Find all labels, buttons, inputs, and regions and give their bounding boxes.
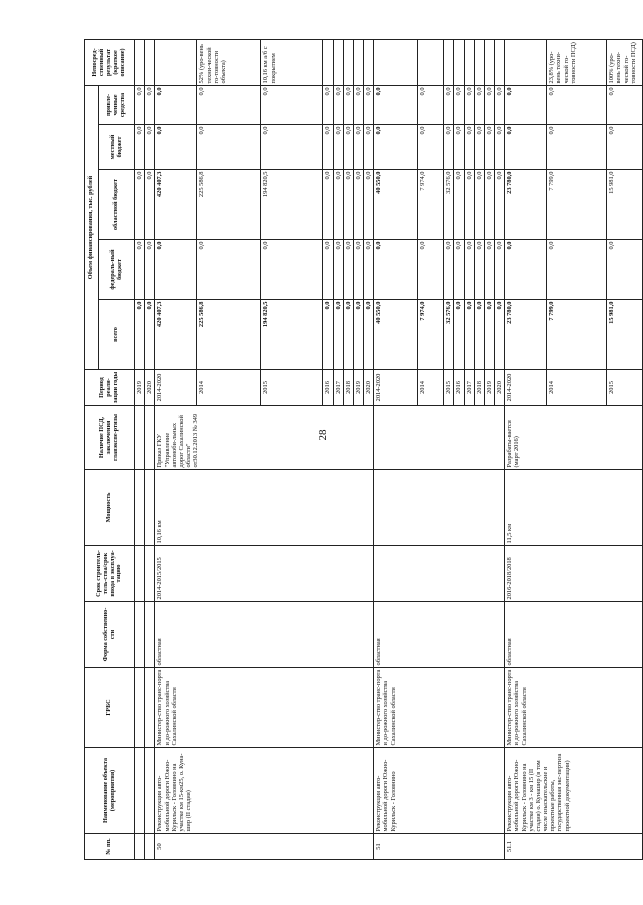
local-cell: 0,0 [197, 125, 261, 170]
federal-cell: 0,0 [197, 240, 261, 300]
regional-cell: 7 799,0 [547, 170, 607, 240]
object-psd: Приказ ГКУ "Управление автомоби-льных дорог Сахалинской области" от30.12.2013 № 349 [155, 406, 374, 470]
result-cell [484, 39, 494, 85]
period-cell: 2014 [418, 370, 444, 406]
federal-cell: 0,0 [353, 240, 363, 300]
empty-cell [145, 546, 155, 602]
result-cell [343, 39, 353, 85]
total-cell: 0,0 [464, 300, 474, 370]
attracted-cell: 0,0 [505, 85, 547, 124]
local-cell: 0,0 [343, 125, 353, 170]
total-cell: 40 550,0 [374, 300, 418, 370]
local-cell: 0,0 [505, 125, 547, 170]
result-cell [474, 39, 484, 85]
federal-cell: 0,0 [607, 240, 643, 300]
total-cell: 0,0 [343, 300, 353, 370]
regional-cell: 0,0 [323, 170, 333, 240]
federal-cell: 0,0 [454, 240, 464, 300]
table-row [155, 39, 197, 859]
attracted-cell: 0,0 [418, 85, 444, 124]
regional-cell: 420 407,3 [155, 170, 197, 240]
empty-cell [145, 406, 155, 470]
object-term: 2014-2015/2015 [155, 546, 374, 602]
result-cell [464, 39, 474, 85]
total-cell: 7 974,0 [418, 300, 444, 370]
attracted-cell: 0,0 [464, 85, 474, 124]
total-cell: 225 586,8 [197, 300, 261, 370]
result-cell [353, 39, 363, 85]
local-cell: 0,0 [444, 125, 454, 170]
regional-cell: 23 780,0 [505, 170, 547, 240]
table-row [135, 39, 145, 859]
empty-cell [135, 470, 145, 546]
federal-cell: 0,0 [155, 240, 197, 300]
attracted-cell: 0,0 [495, 85, 505, 124]
object-name: Реконструкция авто-мобильной дороги Южно-Курильск - Головнино на участке км 15-км25, о. Куна-шир (II стадия) [155, 748, 374, 834]
result-cell [145, 39, 155, 85]
total-cell: 32 576,0 [444, 300, 454, 370]
attracted-cell: 0,0 [261, 85, 323, 124]
result-cell [418, 39, 444, 85]
table-body [135, 39, 643, 859]
header-psd: Наличие ПСД, заключения главэкспе-ртизы [85, 406, 135, 470]
header-total: всего [99, 300, 135, 370]
total-cell: 0,0 [364, 300, 374, 370]
object-grbs: Министер-ство транс-порта и до-рожного хозяйства Сахалинской области [505, 668, 643, 748]
object-number: 51.1 [505, 834, 643, 860]
period-cell: 2014 [197, 370, 261, 406]
object-psd [374, 406, 505, 470]
result-cell [454, 39, 464, 85]
regional-cell: 0,0 [343, 170, 353, 240]
empty-cell [145, 834, 155, 860]
total-cell: 0,0 [454, 300, 464, 370]
result-cell [364, 39, 374, 85]
local-cell: 0,0 [323, 125, 333, 170]
empty-cell [135, 602, 145, 668]
regional-cell: 194 820,5 [261, 170, 323, 240]
object-name: Реконструкция авто-мобильной дороги Южно-Курильск - Головнино [374, 748, 505, 834]
result-cell: 23,8% (уро-вень техни-ческой го-товности ПСД) [547, 39, 607, 85]
period-cell: 2020 [495, 370, 505, 406]
financing-table [84, 39, 643, 860]
result-cell [495, 39, 505, 85]
federal-cell: 0,0 [323, 240, 333, 300]
attracted-cell: 0,0 [135, 85, 145, 124]
attracted-cell: 0,0 [474, 85, 484, 124]
local-cell: 0,0 [261, 125, 323, 170]
period-cell: 2014 [547, 370, 607, 406]
result-cell [323, 39, 333, 85]
attracted-cell: 0,0 [145, 85, 155, 124]
local-cell: 0,0 [135, 125, 145, 170]
object-number: 50 [155, 834, 374, 860]
period-cell: 2018 [474, 370, 484, 406]
regional-cell: 32 576,0 [444, 170, 454, 240]
header-name: Наименование объекта (мероприятия) [85, 748, 135, 834]
federal-cell: 0,0 [145, 240, 155, 300]
regional-cell: 7 974,0 [418, 170, 444, 240]
result-cell [374, 39, 418, 85]
federal-cell: 0,0 [418, 240, 444, 300]
local-cell: 0,0 [353, 125, 363, 170]
attracted-cell: 0,0 [364, 85, 374, 124]
attracted-cell: 0,0 [547, 85, 607, 124]
attracted-cell: 0,0 [197, 85, 261, 124]
object-ownership: областная [374, 602, 505, 668]
federal-cell: 0,0 [343, 240, 353, 300]
period-cell: 2015 [261, 370, 323, 406]
result-cell [444, 39, 454, 85]
federal-cell: 0,0 [474, 240, 484, 300]
regional-cell: 0,0 [145, 170, 155, 240]
empty-cell [135, 406, 145, 470]
federal-cell: 0,0 [505, 240, 547, 300]
local-cell: 0,0 [607, 125, 643, 170]
regional-cell: 40 550,0 [374, 170, 418, 240]
result-cell [135, 39, 145, 85]
local-cell: 0,0 [364, 125, 374, 170]
empty-cell [135, 546, 145, 602]
total-cell: 7 799,0 [547, 300, 607, 370]
object-grbs: Министер-ство транс-порта и до-рожного хозяйства Сахалинской области [374, 668, 505, 748]
regional-cell: 15 981,0 [607, 170, 643, 240]
local-cell: 0,0 [145, 125, 155, 170]
local-cell: 0,0 [155, 125, 197, 170]
period-cell: 2016 [323, 370, 333, 406]
regional-cell: 225 586,8 [197, 170, 261, 240]
page-number: 28 [317, 429, 329, 441]
total-cell: 0,0 [333, 300, 343, 370]
empty-cell [135, 668, 145, 748]
period-cell: 2015 [444, 370, 454, 406]
total-cell: 0,0 [474, 300, 484, 370]
object-term [374, 546, 505, 602]
attracted-cell: 0,0 [323, 85, 333, 124]
regional-cell: 0,0 [364, 170, 374, 240]
object-ownership: областная [505, 602, 643, 668]
federal-cell: 0,0 [374, 240, 418, 300]
header-regional: областной бюджет [99, 170, 135, 240]
regional-cell: 0,0 [495, 170, 505, 240]
period-cell: 2019 [484, 370, 494, 406]
federal-cell: 0,0 [364, 240, 374, 300]
table-row [505, 39, 547, 859]
header-federal: федераль-ный бюджет [99, 240, 135, 300]
object-grbs: Министер-ство транс-порта и до-рожного хозяйства Сахалинской области [155, 668, 374, 748]
federal-cell: 0,0 [547, 240, 607, 300]
period-cell: 2016 [454, 370, 464, 406]
federal-cell: 0,0 [464, 240, 474, 300]
total-cell: 0,0 [323, 300, 333, 370]
local-cell: 0,0 [484, 125, 494, 170]
federal-cell: 0,0 [333, 240, 343, 300]
object-capacity [374, 470, 505, 546]
result-cell: 52% (уро-вень техни-ческой го-товности объекта) [197, 39, 261, 85]
object-capacity: 11,5 км [505, 470, 643, 546]
result-cell: 10,16 км а/б с покрытием [261, 39, 323, 85]
header-term: Срок строитель-тель-ства/срок ввода в эксплуа-тацию [85, 546, 135, 602]
total-cell: 23 780,0 [505, 300, 547, 370]
header-ownership: Форма собственно-сти [85, 602, 135, 668]
attracted-cell: 0,0 [374, 85, 418, 124]
period-cell: 2017 [333, 370, 343, 406]
regional-cell: 0,0 [135, 170, 145, 240]
total-cell: 420 407,3 [155, 300, 197, 370]
local-cell: 0,0 [547, 125, 607, 170]
period-cell: 2018 [343, 370, 353, 406]
local-cell: 0,0 [464, 125, 474, 170]
local-cell: 0,0 [374, 125, 418, 170]
empty-cell [145, 668, 155, 748]
total-cell: 0,0 [484, 300, 494, 370]
local-cell: 0,0 [333, 125, 343, 170]
rotated-page [84, 40, 637, 860]
object-psd: Разрабаты-вается (март 2016) [505, 406, 643, 470]
period-cell: 2020 [145, 370, 155, 406]
object-ownership: областная [155, 602, 374, 668]
header-capacity: Мощность [85, 470, 135, 546]
regional-cell: 0,0 [484, 170, 494, 240]
result-cell: 100% (уро-вень техни-ческой го-товности ПСД) [607, 39, 643, 85]
period-cell: 2014-2020 [155, 370, 197, 406]
result-cell [333, 39, 343, 85]
table-row [145, 39, 155, 859]
header-no: № пп. [85, 834, 135, 860]
empty-cell [135, 748, 145, 834]
empty-cell [145, 470, 155, 546]
local-cell: 0,0 [454, 125, 464, 170]
attracted-cell: 0,0 [343, 85, 353, 124]
attracted-cell: 0,0 [454, 85, 464, 124]
total-cell: 15 981,0 [607, 300, 643, 370]
header-grbs: ГРБС [85, 668, 135, 748]
attracted-cell: 0,0 [607, 85, 643, 124]
object-name: Реконструкция авто-мобильной дороги Южно-Курильск - Головнино на участке км 3 - км 15 (II стадия) о. Кунашир (в том числе изыскательские и проектные работы, государственная экс-пертиза проектной документации) [505, 748, 643, 834]
local-cell: 0,0 [474, 125, 484, 170]
regional-cell: 0,0 [454, 170, 464, 240]
object-capacity: 10,16 км [155, 470, 374, 546]
period-cell: 2014-2020 [374, 370, 418, 406]
regional-cell: 0,0 [353, 170, 363, 240]
period-cell: 2019 [353, 370, 363, 406]
empty-cell [145, 748, 155, 834]
header-attracted: привле-ченные средства [99, 85, 135, 124]
federal-cell: 0,0 [261, 240, 323, 300]
header-result: Непосред-ственный результат (краткое описание) [85, 39, 135, 85]
regional-cell: 0,0 [333, 170, 343, 240]
period-cell: 2015 [607, 370, 643, 406]
regional-cell: 0,0 [464, 170, 474, 240]
attracted-cell: 0,0 [155, 85, 197, 124]
header-period: Период реали-зации годы [85, 370, 135, 406]
empty-cell [135, 834, 145, 860]
table-row [374, 39, 418, 859]
federal-cell: 0,0 [135, 240, 145, 300]
total-cell: 0,0 [135, 300, 145, 370]
period-cell: 2019 [135, 370, 145, 406]
regional-cell: 0,0 [474, 170, 484, 240]
local-cell: 0,0 [418, 125, 444, 170]
result-cell [505, 39, 547, 85]
federal-cell: 0,0 [495, 240, 505, 300]
header-funding: Объем финансирования, тыс. рублей [85, 85, 99, 369]
local-cell: 0,0 [495, 125, 505, 170]
total-cell: 0,0 [353, 300, 363, 370]
attracted-cell: 0,0 [353, 85, 363, 124]
attracted-cell: 0,0 [484, 85, 494, 124]
result-cell [155, 39, 197, 85]
total-cell: 194 820,5 [261, 300, 323, 370]
total-cell: 0,0 [495, 300, 505, 370]
federal-cell: 0,0 [484, 240, 494, 300]
attracted-cell: 0,0 [444, 85, 454, 124]
total-cell: 0,0 [145, 300, 155, 370]
period-cell: 2014-2020 [505, 370, 547, 406]
empty-cell [145, 602, 155, 668]
header-local: местный бюджет [99, 125, 135, 170]
period-cell: 2017 [464, 370, 474, 406]
federal-cell: 0,0 [444, 240, 454, 300]
object-number: 51 [374, 834, 505, 860]
object-term: 2016-2018/2018 [505, 546, 643, 602]
period-cell: 2020 [364, 370, 374, 406]
attracted-cell: 0,0 [333, 85, 343, 124]
